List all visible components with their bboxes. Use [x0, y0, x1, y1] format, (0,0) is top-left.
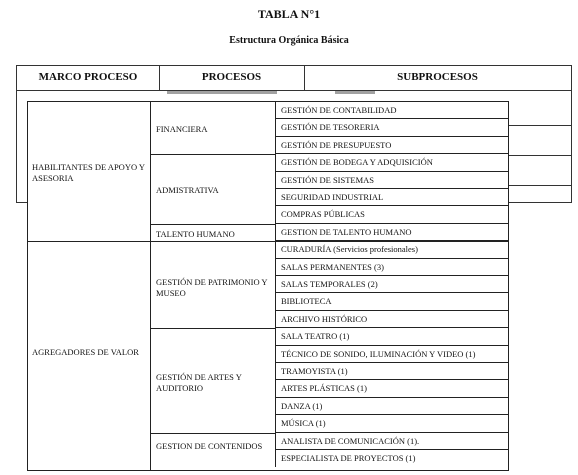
cropped-text-fragment [335, 91, 375, 94]
row-line-stub [509, 185, 572, 186]
header-marco-proceso: MARCO PROCESO [38, 71, 138, 83]
subproceso-cell: GESTION DE TALENTO HUMANO [275, 224, 508, 241]
subproceso-cell: SALAS PERMANENTES (3) [275, 259, 508, 276]
subproceso-cell: DANZA (1) [275, 398, 508, 415]
proceso-cell: ADMISTRATIVA [156, 185, 219, 195]
proceso-cell: FINANCIERA [156, 124, 208, 134]
subproceso-cell: MÚSICA (1) [275, 415, 508, 432]
subproceso-cell: BIBLIOTECA [275, 293, 508, 310]
proceso-cell: GESTION DE CONTENIDOS [156, 441, 263, 451]
header-subprocesos: SUBPROCESOS [397, 71, 478, 83]
subproceso-cell: ARTES PLÁSTICAS (1) [275, 380, 508, 397]
subproceso-cell: SEGURIDAD INDUSTRIAL [275, 189, 508, 206]
subproceso-cell: GESTIÓN DE PRESUPUESTO [275, 137, 508, 154]
subproceso-cell: ARCHIVO HISTÓRICO [275, 311, 508, 328]
row-line-stub [509, 155, 572, 156]
header-procesos: PROCESOS [201, 71, 262, 83]
subproceso-cell: GESTIÓN DE CONTABILIDAD [275, 102, 508, 119]
proceso-cell: GESTIÓN DE ARTES Y AUDITORIO [156, 372, 242, 393]
header-divider [17, 90, 571, 91]
table-number-title: TABLA N°1 [257, 7, 321, 21]
subproceso-cell: ESPECIALISTA DE PROYECTOS (1) [275, 450, 508, 467]
table-subtitle: Estructura Orgánica Básica [229, 35, 349, 46]
subproceso-cell: GESTIÓN DE SISTEMAS [275, 172, 508, 189]
subproceso-cell: GESTIÓN DE TESORERIA [275, 119, 508, 136]
subproceso-cell: COMPRAS PÚBLICAS [275, 206, 508, 223]
org-structure-table [27, 101, 509, 471]
row-line-stub [509, 125, 572, 126]
proceso-cell: TALENTO HUMANO [156, 229, 235, 239]
subproceso-cell: SALAS TEMPORALES (2) [275, 276, 508, 293]
subproceso-cell: GESTIÓN DE BODEGA Y ADQUISICIÓN [275, 154, 508, 171]
proceso-cell: GESTIÓN DE PATRIMONIO Y MUSEO [156, 277, 268, 298]
marco-cell: AGREGADORES DE VALOR [32, 347, 139, 357]
cropped-text-fragment [167, 91, 277, 94]
subproceso-cell: CURADURÍA (Servicios profesionales) [275, 241, 508, 258]
subproceso-cell: TÉCNICO DE SONIDO, ILUMINACIÓN Y VIDEO (1) [275, 346, 508, 363]
subproceso-cell: TRAMOYISTA (1) [275, 363, 508, 380]
subproceso-cell: SALA TEATRO (1) [275, 328, 508, 345]
marco-cell: HABILITANTES DE APOYO Y ASESORIA [32, 162, 145, 183]
subproceso-cell: ANALISTA DE COMUNICACIÓN (1). [275, 433, 508, 450]
